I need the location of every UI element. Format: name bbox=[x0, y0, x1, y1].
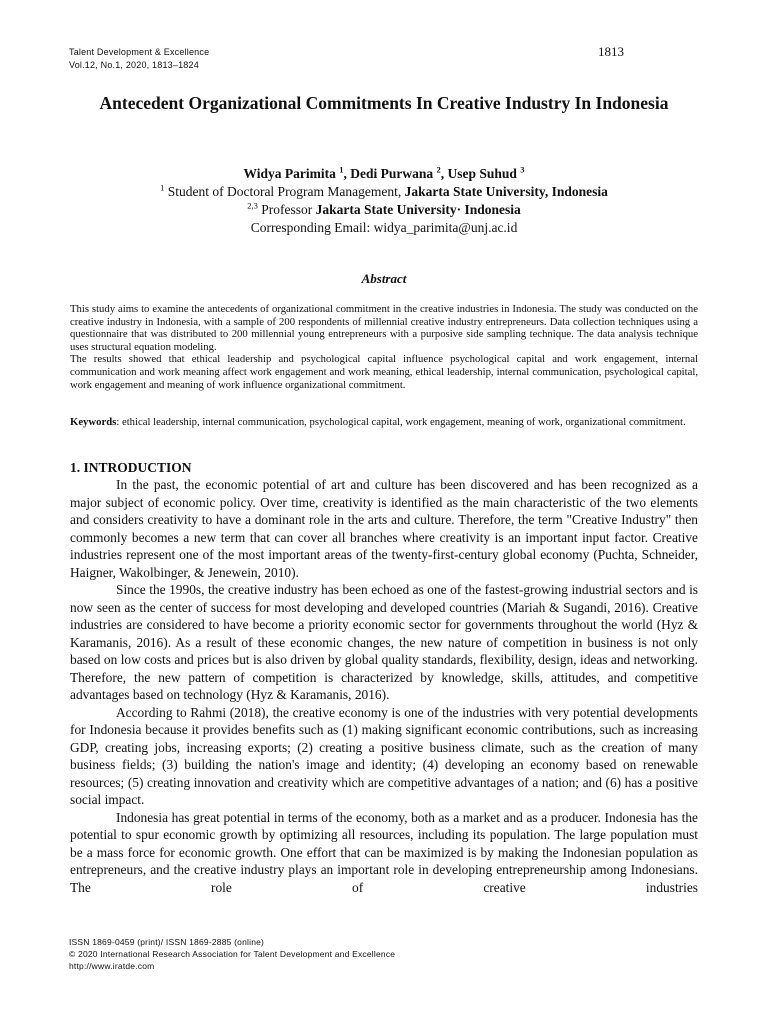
paper-title: Antecedent Organizational Commitments In Creative Industry In Indonesia bbox=[99, 93, 669, 113]
affiliation-text: Student of Doctoral Program Management, bbox=[167, 184, 402, 199]
abstract-paragraph: The results showed that ethical leadership and psychological capital influence psychological capital and work engagement, internal communication and work meaning affect work engagement and work meaning, ethical leadership, internal communication, psychological capital, work engagement and meaning of work influence organizational commitment. bbox=[70, 353, 698, 391]
author-name: Dedi Purwana bbox=[350, 166, 434, 181]
affiliation-mark: 2,3 bbox=[247, 200, 258, 211]
author-names: Widya Parimita $^1$, Dedi Purwana $^2$, Usep Suhud $^3$ bbox=[243, 164, 525, 181]
author-name: Widya Parimita bbox=[243, 166, 336, 181]
page-footer bbox=[69, 936, 395, 972]
affiliation-line bbox=[70, 201, 698, 219]
author-affiliation-mark: 1 bbox=[339, 164, 344, 175]
body-paragraph: In the past, the economic potential of art and culture has been discovered and has been recognized as a major subject of economic policy. Over time, creativity is identified as the main characteristic of the two elements and considers creativity to have a dominant role in the arts and culture. Therefore, the term "Creative Industry" then commonly becomes a new term that can cover all branches where creativity is an important input factor. Creative industries represent one of the most important areas of the twenty-first-century global economy (Puchta, Schneider, Haigner, Wakolbinger, & Jenewein, 2010). bbox=[70, 477, 698, 580]
affiliation-mark: 1 bbox=[160, 182, 165, 193]
keywords bbox=[70, 416, 698, 430]
keywords-text: : ethical leadership, internal communication, psychological capital, work engagement, meaning of work, organizational commitment. bbox=[116, 416, 686, 428]
affiliation-university: Jakarta State University· Indonesia bbox=[315, 202, 521, 217]
author-block bbox=[70, 165, 698, 237]
corresponding-email: Corresponding Email: widya_parimita@unj.ac.id bbox=[250, 220, 518, 235]
footer-url: http://www.iratde.com bbox=[69, 961, 155, 971]
footer-issn: ISSN 1869-0459 (print)/ ISSN 1869-2885 (online) bbox=[69, 937, 265, 947]
journal-header bbox=[69, 46, 209, 72]
author-name: Usep Suhud bbox=[447, 166, 517, 181]
abstract-body bbox=[70, 303, 698, 391]
body-paragraph: According to Rahmi (2018), the creative economy is one of the industries with very potential developments for Indonesia because it provides benefits such as (1) making significant economic contributions, such as increasing GDP, creating jobs, increasing exports; (2) creating a positive business climate, such as the creation of many business fields; (3) building the nation's image and identity; (4) developing an economy based on renewable resources; (5) creating innovation and creativity which are competitive advantages of a nation; and (6) has a positive social impact. bbox=[70, 704, 698, 807]
footer-copyright: © 2020 International Research Association for Talent Development and Excellence bbox=[69, 949, 396, 959]
affiliation-line bbox=[70, 183, 698, 201]
body-paragraph: Indonesia has great potential in terms of the economy, both as a market and as a producer. Indonesia has the potential to spur economic growth by optimizing all resources, including its population. The large population must be a mass force for economic growth. One effort that can be maximized is by making the Indonesian population as entrepreneurs, and the creative industry plays an important role in developing entrepreneurship among Indonesians. The role of creative industries bbox=[70, 809, 698, 895]
author-affiliation-mark: 3 bbox=[520, 164, 525, 175]
keywords-label: Keywords bbox=[70, 416, 117, 428]
abstract-paragraph: This study aims to examine the antecedents of organizational commitment in the creative industries in Indonesia. The study was conducted on the creative industry in Indonesia, with a sample of 200 respondents of millennial creative industry entrepreneurs. Data collection techniques using a questionnaire that was distributed to 200 millennial young entrepreneurs with a purposive side sampling technique. The data analysis technique uses structural equation modeling. bbox=[70, 303, 698, 353]
affiliation-text: Professor bbox=[261, 202, 313, 217]
body-paragraph: Since the 1990s, the creative industry has been echoed as one of the fastest-growing industrial sectors and is now seen as the center of success for most developing and developed countries (Mariah & Sugandi, 2016). Creative industries are considered to have become a priority economic sector for governments throughout the world (Hyz & Karamanis, 2016). As a result of these economic changes, the new nature of competition in business is not only based on low costs and prices but is also driven by global quality standards, flexibility, design, ideas and networking. Therefore, the new pattern of competition is characterized by knowledge, skills, attitudes, and competitive advantages based on technology (Hyz & Karamanis, 2016). bbox=[70, 582, 698, 702]
author-affiliation-mark: 2 bbox=[436, 164, 441, 175]
journal-volume: Vol.12, No.1, 2020, 1813–1824 bbox=[69, 60, 199, 70]
journal-name: Talent Development & Excellence bbox=[69, 47, 210, 57]
affiliation-university: Jakarta State University, Indonesia bbox=[404, 184, 608, 199]
section-heading-introduction: 1. INTRODUCTION bbox=[70, 460, 192, 475]
introduction-body bbox=[70, 476, 698, 896]
page-number: 1813 bbox=[598, 44, 624, 59]
abstract-heading: Abstract bbox=[361, 271, 407, 286]
